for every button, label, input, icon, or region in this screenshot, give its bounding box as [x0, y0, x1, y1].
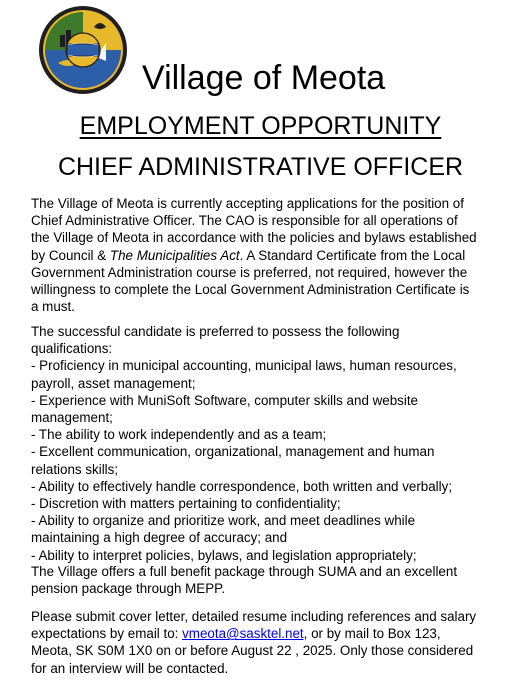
text-segment: expectations by email to:: [31, 626, 183, 642]
text-segment: , or by mail to Box 123,: [303, 626, 441, 642]
text-line: relations skills;: [31, 461, 119, 477]
text-line: Government Administration course is preferred, not required, however the: [31, 264, 468, 280]
qualification-item: - Experience with MuniSoft Software, computer skills and website: [31, 392, 419, 408]
text-segment: by Council &: [31, 247, 110, 263]
text-line: Meota, SK S0M 1X0 on or before August 22 , 2025. Only those considered: [31, 643, 474, 659]
qualification-item: - Ability to interpret policies, bylaws, and legislation appropriately;: [31, 547, 417, 563]
qualifications-paragraph: [31, 323, 511, 564]
text-line: Chief Administrative Officer. The CAO is responsible for all operations of: [31, 213, 458, 229]
act-title: The Municipalities Act: [109, 247, 240, 263]
text-segment: . A Standard Certificate from the Local: [239, 247, 466, 263]
text-line: [31, 247, 511, 264]
qualification-item: - Discretion with matters pertaining to confidentiality;: [31, 496, 341, 512]
text-line: [31, 625, 511, 642]
intro-paragraph: [31, 195, 511, 315]
email-link[interactable]: vmeota@sasktel.net: [182, 626, 304, 642]
benefits-paragraph: [31, 563, 511, 597]
text-line: management;: [31, 410, 113, 426]
qualification-item: - The ability to work independently and as a team;: [31, 427, 327, 443]
position-title-heading: CHIEF ADMINISTRATIVE OFFICER: [57, 153, 464, 181]
text-line: The successful candidate is preferred to possess the following: [31, 324, 400, 339]
qualification-item: - Ability to effectively handle correspondence, both written and verbally;: [31, 478, 453, 494]
text-line: a must.: [31, 299, 75, 315]
text-line: The Village offers a full benefit package through SUMA and an excellent: [31, 564, 458, 579]
text-line: willingness to complete the Local Government Administration Certificate is: [31, 282, 470, 298]
qualification-item: - Ability to organize and prioritize work, and meet deadlines while: [31, 513, 416, 529]
text-line: The Village of Meota is currently accepting applications for the position of: [31, 196, 464, 211]
village-title: Village of Meota: [142, 59, 386, 97]
text-line: Please submit cover letter, detailed resume including references and salary: [31, 609, 477, 624]
text-line: payroll, asset management;: [31, 375, 196, 391]
application-instructions-paragraph: [31, 608, 511, 677]
text-line: pension package through MEPP.: [31, 581, 226, 597]
employment-opportunity-heading: EMPLOYMENT OPPORTUNITY: [79, 112, 442, 140]
village-seal-logo: [38, 5, 128, 95]
text-line: maintaining a high degree of accuracy; and: [31, 530, 288, 546]
text-line: the Village of Meota in accordance with the policies and bylaws established: [31, 230, 477, 246]
qualification-item: - Proficiency in municipal accounting, municipal laws, human resources,: [31, 358, 457, 374]
text-line: for an interview will be contacted.: [31, 660, 229, 676]
qualification-item: - Excellent communication, organizational, management and human: [31, 444, 435, 460]
text-line: qualifications:: [31, 341, 113, 357]
